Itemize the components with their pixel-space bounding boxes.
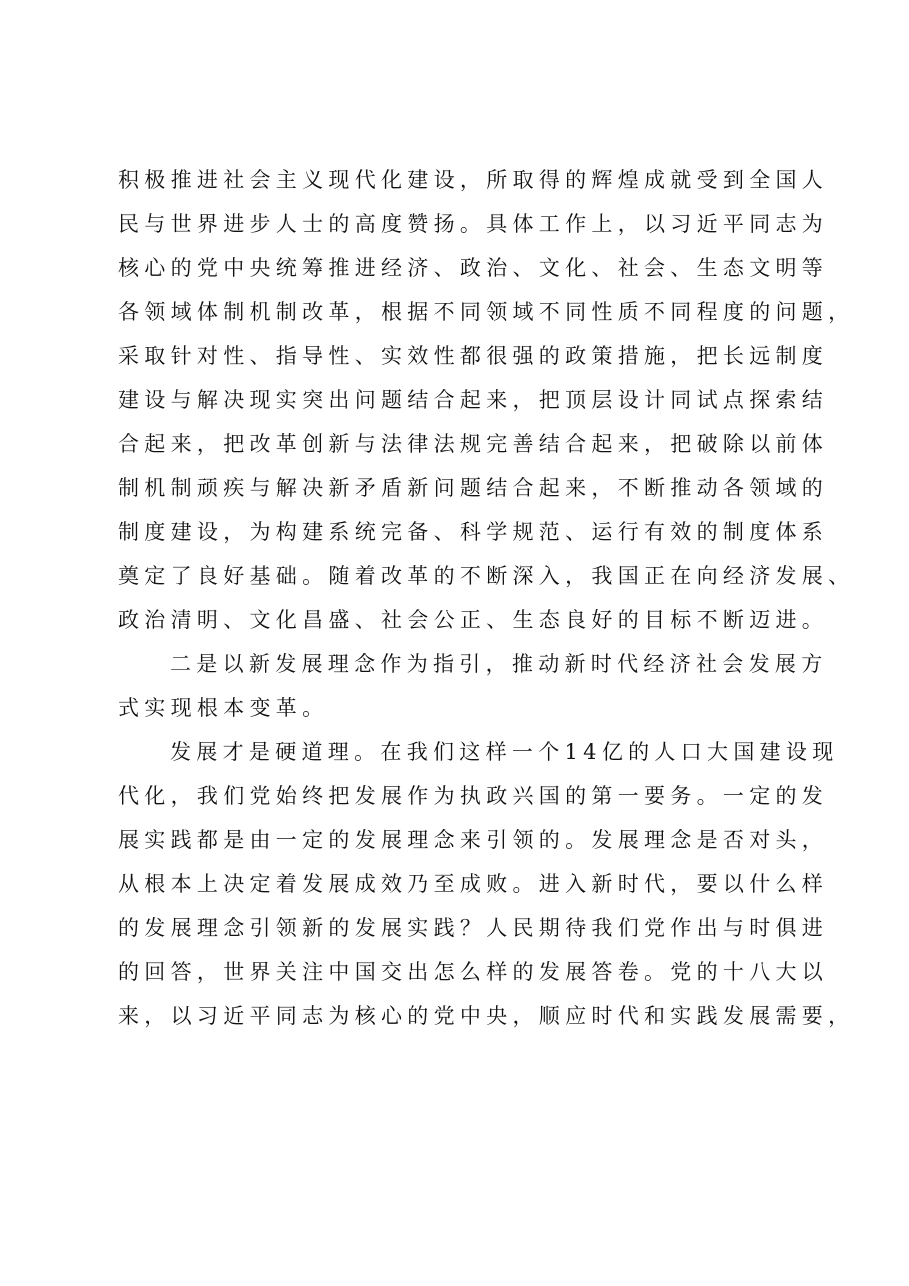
text-line: 奠定了良好基础。随着改革的不断深入，我国正在向经济发展、	[118, 564, 855, 588]
text-line: 各领域体制机制改革，根据不同领域不同性质不同程度的问题，	[118, 300, 855, 324]
text-line: 展实践都是由一定的发展理念来引领的。发展理念是否对头，	[118, 828, 829, 852]
text-line: 制机制顽疾与解决新矛盾新问题结合起来，不断推动各领域的	[118, 476, 829, 500]
text-line: 制度建设，为构建系统完备、科学规范、运行有效的制度体系	[118, 520, 829, 544]
text-line: 发展才是硬道理。在我们这样一个14亿的人口大国建设现	[170, 740, 839, 764]
section-heading-line: 式实现根本变革。	[118, 696, 329, 720]
text-line: 从根本上决定着发展成效乃至成败。进入新时代，要以什么样	[118, 872, 829, 896]
text-line: 核心的党中央统筹推进经济、政治、文化、社会、生态文明等	[118, 256, 829, 280]
section-heading-line: 二是以新发展理念作为指引，推动新时代经济社会发展方	[170, 652, 828, 676]
text-line: 建设与解决现实突出问题结合起来，把顶层设计同试点探索结	[118, 388, 829, 412]
text-line: 采取针对性、指导性、实效性都很强的政策措施，把长远制度	[118, 344, 829, 368]
document-body	[118, 158, 855, 1038]
text-line: 民与世界进步人士的高度赞扬。具体工作上，以习近平同志为	[118, 212, 829, 236]
text-line: 政治清明、文化昌盛、社会公正、生态良好的目标不断迈进。	[118, 608, 829, 632]
text-line: 来，以习近平同志为核心的党中央，顺应时代和实践发展需要，	[118, 1004, 855, 1028]
text-line: 的回答，世界关注中国交出怎么样的发展答卷。党的十八大以	[118, 960, 829, 984]
text-line: 的发展理念引领新的发展实践？人民期待我们党作出与时俱进	[118, 916, 829, 940]
text-line: 积极推进社会主义现代化建设，所取得的辉煌成就受到全国人	[118, 168, 829, 192]
text-line: 合起来，把改革创新与法律法规完善结合起来，把破除以前体	[118, 432, 829, 456]
text-line: 代化，我们党始终把发展作为执政兴国的第一要务。一定的发	[118, 784, 829, 808]
